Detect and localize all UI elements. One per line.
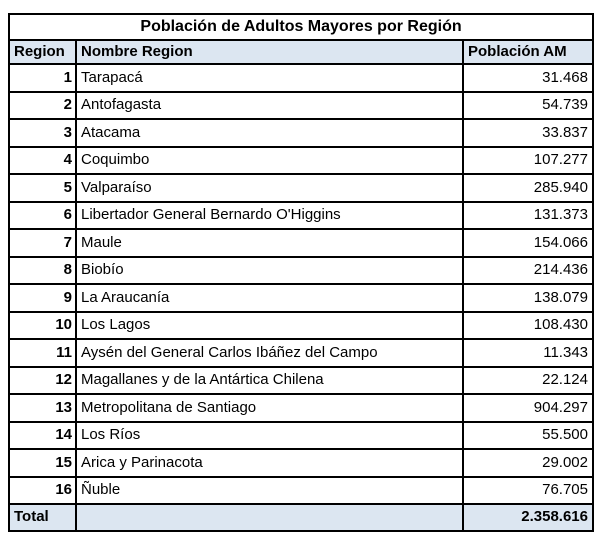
column-header-region: Region: [9, 40, 76, 64]
table-row: [9, 229, 593, 257]
population-cell: 33.837: [463, 119, 593, 147]
region-name-cell: Arica y Parinacota: [76, 449, 463, 477]
table-row: [9, 312, 593, 340]
population-cell: 55.500: [463, 422, 593, 450]
region-name-cell: Atacama: [76, 119, 463, 147]
region-name-cell: Coquimbo: [76, 147, 463, 175]
population-cell: 131.373: [463, 202, 593, 230]
region-name-cell: Los Lagos: [76, 312, 463, 340]
population-cell: 285.940: [463, 174, 593, 202]
region-number-cell: 8: [9, 257, 76, 285]
table-row: [9, 449, 593, 477]
table-row: [9, 477, 593, 505]
region-name-cell: Tarapacá: [76, 64, 463, 92]
population-cell: 108.430: [463, 312, 593, 340]
population-cell: 76.705: [463, 477, 593, 505]
column-header-poblacion-am: Población AM: [463, 40, 593, 64]
region-number-cell: 7: [9, 229, 76, 257]
table-row: [9, 119, 593, 147]
table-row: [9, 367, 593, 395]
region-name-cell: Los Ríos: [76, 422, 463, 450]
region-name-cell: La Araucanía: [76, 284, 463, 312]
table-header-row: [9, 40, 593, 64]
region-number-cell: 10: [9, 312, 76, 340]
population-cell: 22.124: [463, 367, 593, 395]
region-name-cell: Antofagasta: [76, 92, 463, 120]
region-name-cell: Ñuble: [76, 477, 463, 505]
table-row: [9, 202, 593, 230]
population-cell: 54.739: [463, 92, 593, 120]
region-number-cell: 6: [9, 202, 76, 230]
table-row: [9, 339, 593, 367]
table-row: [9, 422, 593, 450]
population-cell: 154.066: [463, 229, 593, 257]
population-cell: 11.343: [463, 339, 593, 367]
region-number-cell: 12: [9, 367, 76, 395]
poblacion-adultos-mayores-table: [8, 13, 594, 532]
total-label: Total: [9, 504, 76, 531]
total-row: [9, 504, 593, 531]
region-number-cell: 3: [9, 119, 76, 147]
region-name-cell: Magallanes y de la Antártica Chilena: [76, 367, 463, 395]
region-name-cell: Biobío: [76, 257, 463, 285]
table-row: [9, 284, 593, 312]
table-row: [9, 394, 593, 422]
region-number-cell: 1: [9, 64, 76, 92]
table-title: Población de Adultos Mayores por Región: [9, 14, 593, 40]
column-header-nombre-region: Nombre Region: [76, 40, 463, 64]
region-number-cell: 4: [9, 147, 76, 175]
table-row: [9, 147, 593, 175]
region-number-cell: 13: [9, 394, 76, 422]
table-row: [9, 64, 593, 92]
table-row: [9, 174, 593, 202]
region-number-cell: 9: [9, 284, 76, 312]
region-number-cell: 14: [9, 422, 76, 450]
total-value: 2.358.616: [463, 504, 593, 531]
population-cell: 138.079: [463, 284, 593, 312]
population-cell: 31.468: [463, 64, 593, 92]
region-number-cell: 15: [9, 449, 76, 477]
region-name-cell: Metropolitana de Santiago: [76, 394, 463, 422]
population-cell: 29.002: [463, 449, 593, 477]
population-cell: 904.297: [463, 394, 593, 422]
total-empty-cell: [76, 504, 463, 531]
table-row: [9, 92, 593, 120]
region-name-cell: Maule: [76, 229, 463, 257]
population-cell: 107.277: [463, 147, 593, 175]
population-cell: 214.436: [463, 257, 593, 285]
region-number-cell: 16: [9, 477, 76, 505]
region-number-cell: 11: [9, 339, 76, 367]
region-name-cell: Aysén del General Carlos Ibáñez del Campo: [76, 339, 463, 367]
region-number-cell: 5: [9, 174, 76, 202]
table-row: [9, 257, 593, 285]
table-body: [9, 64, 593, 504]
region-number-cell: 2: [9, 92, 76, 120]
region-name-cell: Valparaíso: [76, 174, 463, 202]
region-name-cell: Libertador General Bernardo O'Higgins: [76, 202, 463, 230]
table-title-row: [9, 14, 593, 40]
